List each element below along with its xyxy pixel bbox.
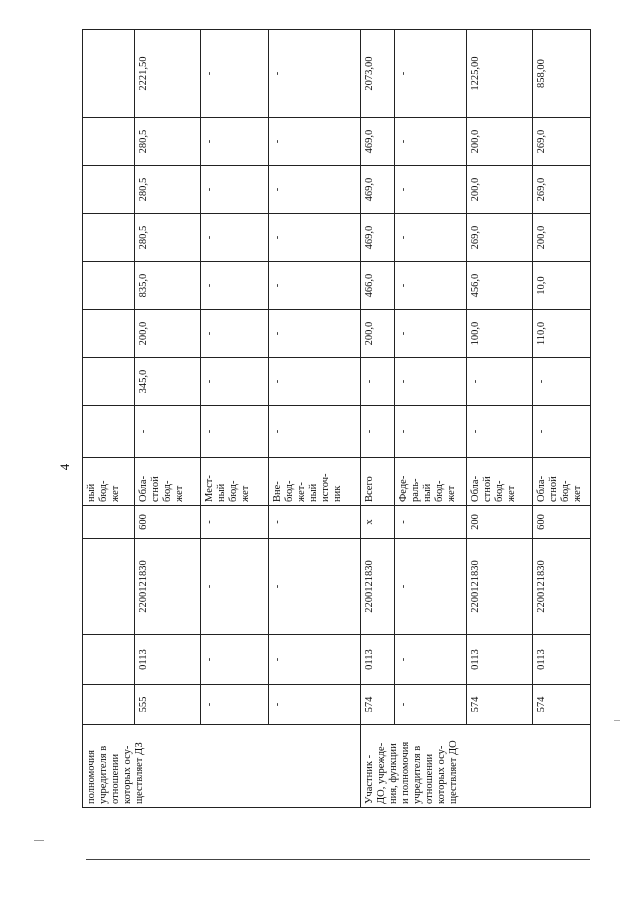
table-cell: 2073,00 (361, 30, 395, 118)
table-cell: Обла- стной бюд- жет (533, 458, 591, 506)
table-cell: 0113 (533, 635, 591, 685)
table-cell: - (201, 358, 269, 406)
table-cell: - (201, 30, 269, 118)
table-cell: - (269, 166, 361, 214)
table-cell: - (269, 310, 361, 358)
table-cell: 574 (467, 685, 533, 725)
table-cell: - (201, 685, 269, 725)
table-cell (83, 118, 135, 166)
table-cell (83, 30, 135, 118)
table-cell (83, 358, 135, 406)
table-cell: - (201, 635, 269, 685)
table-cell: 2221,50 (135, 30, 201, 118)
table-cell: - (201, 406, 269, 458)
table-cell: - (201, 539, 269, 635)
table-cell: полномочия учредителя в отношении которых осу- ществляет ДЗ (83, 725, 361, 808)
table-row (361, 30, 395, 808)
table-cell: - (269, 539, 361, 635)
table-row (533, 30, 591, 808)
table-cell: - (467, 358, 533, 406)
table-row (269, 30, 361, 808)
scan-mark (614, 720, 620, 721)
table-cell: - (269, 118, 361, 166)
table-cell: 600 (135, 506, 201, 539)
table-cell: 1225,00 (467, 30, 533, 118)
table-cell: 100,0 (467, 310, 533, 358)
table-cell: 10,0 (533, 262, 591, 310)
table-cell: - (533, 358, 591, 406)
table-cell: Обла- стной бюд- жет (135, 458, 201, 506)
table-cell: - (269, 506, 361, 539)
table-cell: - (201, 118, 269, 166)
table-cell: - (395, 262, 467, 310)
table-cell (83, 685, 135, 725)
table-cell: 280,5 (135, 214, 201, 262)
table-cell: 200,0 (467, 118, 533, 166)
table-cell: ный бюд- жет (83, 458, 135, 506)
table-cell: 280,5 (135, 118, 201, 166)
table-cell: - (361, 358, 395, 406)
table-cell: 200,0 (533, 214, 591, 262)
table-cell (83, 310, 135, 358)
table-cell: - (395, 358, 467, 406)
table-cell: - (395, 30, 467, 118)
table-cell: - (269, 406, 361, 458)
table-cell (83, 262, 135, 310)
table-cell: 2200121830 (467, 539, 533, 635)
table-row (395, 30, 467, 808)
table-cell: 469,0 (361, 214, 395, 262)
table-cell: - (395, 506, 467, 539)
table-cell: 269,0 (533, 118, 591, 166)
table-cell: - (361, 406, 395, 458)
table-cell: - (201, 262, 269, 310)
bottom-rule-divider (86, 859, 590, 860)
table-cell: - (395, 118, 467, 166)
scan-mark (34, 840, 44, 841)
table-cell: - (395, 539, 467, 635)
table-cell: 466,0 (361, 262, 395, 310)
table-cell: Феде- раль- ный бюд- жет (395, 458, 467, 506)
table-cell: - (395, 685, 467, 725)
table-cell: - (269, 214, 361, 262)
table-cell: - (269, 358, 361, 406)
table-cell: - (269, 635, 361, 685)
table-cell: Участник - ДО, учрежде- ния, функции и полномочия учредителя в отношении которых осу- ществляет ДО (361, 725, 591, 808)
table-cell (83, 635, 135, 685)
table-cell: 469,0 (361, 118, 395, 166)
table-cell: - (201, 310, 269, 358)
table-cell: - (201, 214, 269, 262)
table-cell: 0113 (361, 635, 395, 685)
table-cell: 574 (361, 685, 395, 725)
table-cell: 200,0 (135, 310, 201, 358)
table-cell: 200 (467, 506, 533, 539)
table-cell: Всего (361, 458, 395, 506)
table-cell: - (395, 635, 467, 685)
rotated-table-container (82, 32, 590, 808)
table-cell: - (269, 262, 361, 310)
table-row (83, 30, 135, 808)
table-cell (83, 539, 135, 635)
table-cell: 835,0 (135, 262, 201, 310)
table-cell: 2200121830 (135, 539, 201, 635)
table-row (467, 30, 533, 808)
table-cell: 858,00 (533, 30, 591, 118)
table-cell (83, 406, 135, 458)
table-cell: 2200121830 (533, 539, 591, 635)
table-cell: 0113 (135, 635, 201, 685)
table-cell: - (395, 406, 467, 458)
table-cell: 200,0 (361, 310, 395, 358)
table-cell: - (395, 214, 467, 262)
table-cell: 280,5 (135, 166, 201, 214)
table-cell: 269,0 (533, 166, 591, 214)
table-cell: 345,0 (135, 358, 201, 406)
table-cell: - (201, 166, 269, 214)
table-cell: - (395, 310, 467, 358)
table-cell: 200,0 (467, 166, 533, 214)
table-cell: - (467, 406, 533, 458)
table-cell: 456,0 (467, 262, 533, 310)
table-cell: 2200121830 (361, 539, 395, 635)
table-row (201, 30, 269, 808)
table-cell: 110,0 (533, 310, 591, 358)
table-cell: Мест- ный бюд- жет (201, 458, 269, 506)
table-cell: - (135, 406, 201, 458)
budget-table (82, 29, 591, 808)
table-cell (83, 166, 135, 214)
page-number: 4 (57, 463, 72, 471)
table-cell: 574 (533, 685, 591, 725)
table-cell: - (395, 166, 467, 214)
table-row (135, 30, 201, 808)
table-cell: - (533, 406, 591, 458)
table-cell: Вне- бюд- жет- ный источ- ник (269, 458, 361, 506)
table-cell: 269,0 (467, 214, 533, 262)
table-cell: 600 (533, 506, 591, 539)
table-cell: 555 (135, 685, 201, 725)
table-cell: 0113 (467, 635, 533, 685)
table-cell: - (269, 30, 361, 118)
table-cell: - (269, 685, 361, 725)
table-cell: 469,0 (361, 166, 395, 214)
table-cell: х (361, 506, 395, 539)
table-cell (83, 214, 135, 262)
table-cell: - (201, 506, 269, 539)
table-cell (83, 506, 135, 539)
table-cell: Обла- стной бюд- жет (467, 458, 533, 506)
